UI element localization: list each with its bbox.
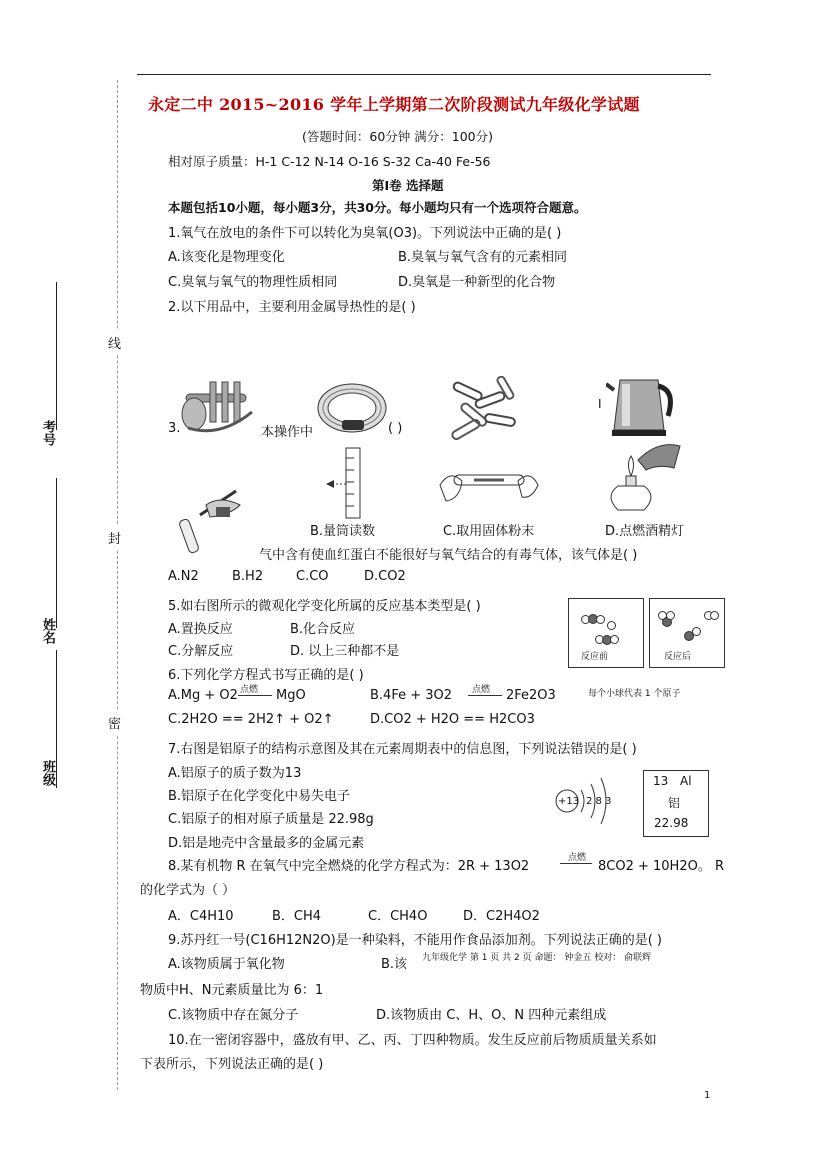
exam-title: 永定二中 2015~2016 学年上学期第二次阶段测试九年级化学试题	[148, 95, 640, 114]
q6-option-b-right: 2Fe2O3	[506, 688, 556, 703]
atom-electron-shells: 2 8 3	[586, 796, 612, 807]
solid-powder-operation-image	[434, 455, 544, 515]
q9-option-d: D.该物质由 C、H、O、N 四种元素组成	[376, 1008, 607, 1023]
q9-option-a: A.该物质属于氧化物	[168, 957, 285, 972]
q3-stem-end: ( )	[388, 421, 403, 436]
reaction-before-label: 反应前	[581, 652, 609, 662]
q3-option-c: C.取用固体粉末	[443, 524, 535, 539]
binding-dashed-line	[117, 80, 118, 1090]
section-instructions: 本题包括10小题，每小题3分，共30分。每小题均只有一个选项符合题意。	[168, 200, 587, 215]
q5-option-b: B.化合反应	[290, 622, 356, 637]
exam-no-underline	[56, 282, 57, 430]
q7-option-c: C.铝原子的相对原子质量是 22.98g	[168, 812, 374, 827]
seal-seal-char: 封	[108, 525, 121, 550]
q7-option-b: B.铝原子在化学变化中易失电子	[168, 789, 351, 804]
element-mass: 22.98	[654, 816, 689, 830]
q6-option-a-right: MgO	[276, 688, 306, 703]
q8-option-d: D．C2H4O2	[463, 909, 540, 924]
q6-a-arrow-line	[238, 695, 272, 696]
page-number: 1	[704, 1090, 711, 1101]
q9-option-b: B.该	[381, 957, 408, 972]
atom-ball	[596, 615, 605, 624]
q9-stem: 9.苏丹红一号(C16H12N2O)是一种染料，不能用作食品添加剂。下列说法正确的是( )	[168, 933, 662, 948]
q10-stem-cont: 下表所示，下列说法正确的是( )	[140, 1057, 324, 1072]
q6-stem: 6.下列化学方程式书写正确的是( )	[168, 668, 364, 683]
q1-option-d: D.臭氧是一种新型的化合物	[398, 275, 556, 290]
q4-option-a: A.N2	[168, 569, 199, 584]
q1-option-c: C.臭氧与氧气的物理性质相同	[168, 275, 338, 290]
seal-secret-char: 密	[108, 710, 121, 735]
atomic-masses: 相对原子质量：H-1 C-12 N-14 O-16 S-32 Ca-40 Fe-56	[168, 154, 491, 169]
page-footer: 九年级化学 第 1 页 共 2 页 命题： 钟金五 校对： 俞联辉	[422, 953, 652, 963]
q10-stem: 10.在一密闭容器中，盛放有甲、乙、丙、丁四种物质。发生反应前后物质质量关系如	[168, 1033, 657, 1048]
q3-option-d: D.点燃酒精灯	[605, 524, 685, 539]
atom-ball	[607, 621, 616, 630]
q8-arrow-line	[560, 863, 592, 864]
q6-option-a-left: A.Mg + O2	[168, 688, 238, 703]
q5-stem: 5.如右图所示的微观化学变化所属的反应基本类型是( )	[168, 599, 481, 614]
q3-stem-mid: 本操作中	[261, 425, 314, 440]
trumpet-image	[180, 372, 260, 442]
q9-option-b-cont: 物质中H、N元素质量比为 6：1	[140, 983, 324, 998]
q2-option-d-fragment: I	[598, 397, 602, 411]
reaction-after-label: 反应后	[664, 652, 692, 662]
top-rule	[137, 74, 711, 75]
q7-option-a: A.铝原子的质子数为13	[168, 766, 302, 781]
paper-clips-image	[445, 376, 525, 446]
q4-option-d: D.CO2	[364, 569, 406, 584]
atom-ball	[692, 627, 701, 636]
q8-option-c: C．CH4O	[368, 909, 428, 924]
section-heading: 第Ⅰ卷 选择题	[372, 178, 444, 193]
element-symbol: Al	[680, 774, 692, 788]
q8-stem-left: 8.某有机物 R 在氧气中完全燃烧的化学方程式为：2R + 13O2	[168, 859, 530, 874]
q6-b-condition: 点燃	[472, 685, 491, 695]
q7-stem: 7.右图是铝原子的结构示意图及其在元素周期表中的信息图，下列说法错误的是( )	[168, 742, 637, 757]
dropper-operation-image	[160, 485, 250, 557]
element-number: 13	[653, 774, 669, 788]
atom-ball	[666, 611, 675, 620]
reaction-after-box	[649, 598, 725, 668]
class-label: 班级	[40, 760, 55, 786]
q3-option-b: B.量筒读数	[310, 524, 376, 539]
atom-legend-caption: 每个小球代表 1 个原子	[588, 689, 681, 699]
q7-option-d: D.铝是地壳中含量最多的金属元素	[168, 836, 365, 851]
seal-line-char: 线	[108, 330, 121, 355]
q6-option-c: C.2H2O == 2H2↑ + O2↑	[168, 712, 334, 727]
q6-option-b-left: B.4Fe + 3O2	[370, 688, 453, 703]
q1-option-b: B.臭氧与氧气含有的元素相同	[398, 250, 568, 265]
atom-ball	[610, 635, 619, 644]
q6-a-condition: 点燃	[240, 685, 259, 695]
q9-option-c: C.该物质中存在氮分子	[168, 1008, 299, 1023]
exam-no-label: 考号	[40, 420, 55, 446]
q8-option-b: B．CH4	[272, 909, 322, 924]
name-label: 姓名	[40, 618, 55, 644]
q4-stem: 气中含有使血红蛋白不能很好与氧气结合的有毒气体，该气体是( )	[259, 548, 638, 563]
q6-b-arrow-line	[468, 695, 502, 696]
periodic-table-cell	[643, 770, 709, 837]
q3-stem-start: 3.	[168, 421, 181, 436]
q8-stem-cont: 的化学式为（ ）	[140, 883, 236, 898]
q6-option-d: D.CO2 + H2O == H2CO3	[370, 712, 535, 727]
element-name: 铝	[668, 796, 681, 810]
q8-condition: 点燃	[568, 853, 587, 863]
wire-coil-image	[316, 382, 388, 434]
reaction-before-box	[568, 598, 644, 668]
electric-kettle-image	[606, 370, 676, 440]
atom-nucleus-charge: +13	[558, 796, 580, 807]
q4-option-b: B.H2	[232, 569, 264, 584]
atom-ball	[710, 611, 719, 620]
q4-option-c: C.CO	[296, 569, 329, 584]
q5-option-a: A.置换反应	[168, 622, 233, 637]
alcohol-lamp-image	[598, 440, 688, 514]
q5-option-d: D. 以上三种都不是	[290, 644, 400, 659]
graduated-cylinder-image	[324, 446, 374, 520]
q8-option-a: A．C4H10	[168, 909, 234, 924]
q1-stem: 1.氧气在放电的条件下可以转化为臭氧(O3)。下列说法中正确的是( )	[168, 226, 562, 241]
q8-stem-right: 8CO2 + 10H2O。 R	[598, 859, 724, 874]
q2-stem: 2.以下用品中，主要利用金属导热性的是( )	[168, 300, 416, 315]
exam-time-score: (答题时间：60分钟 满分：100分)	[302, 129, 493, 144]
q1-option-a: A.该变化是物理变化	[168, 250, 285, 265]
q5-option-c: C.分解反应	[168, 644, 234, 659]
name-underline	[56, 478, 57, 628]
